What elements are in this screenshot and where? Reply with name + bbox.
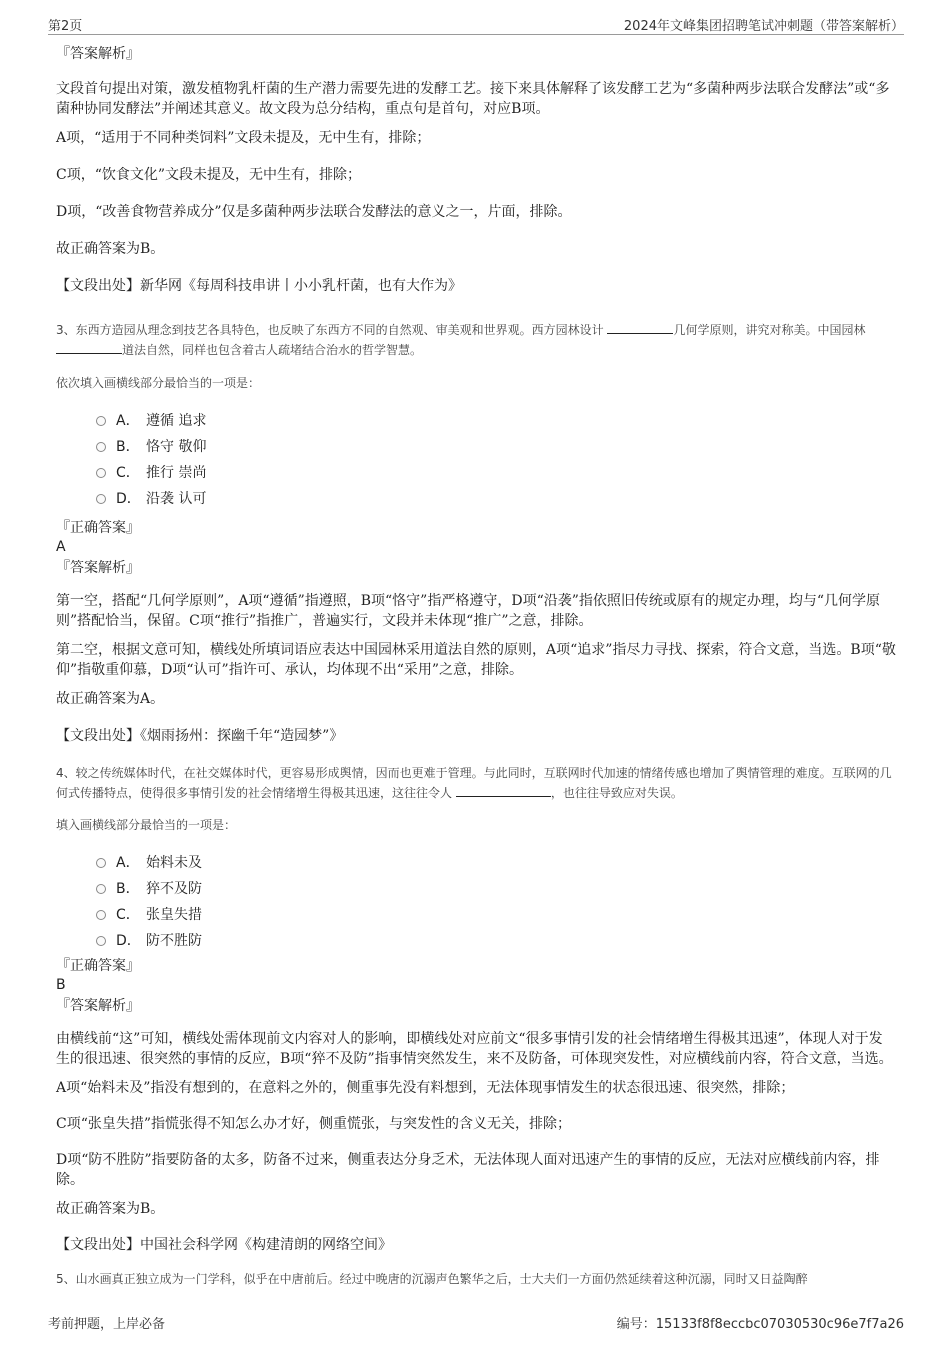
analysis-paragraph: C项，“饮食文化”文段未提及，无中生有，排除； bbox=[56, 167, 362, 183]
correct-answer: A bbox=[56, 539, 66, 555]
page-header bbox=[48, 12, 904, 35]
source-citation: 【文段出处】《烟雨扬州：探幽千年“造园梦”》 bbox=[56, 728, 344, 744]
radio-icon[interactable] bbox=[96, 442, 106, 452]
page-footer bbox=[48, 1313, 904, 1333]
question-4-options bbox=[96, 850, 896, 954]
analysis-paragraph: 故正确答案为A。 bbox=[56, 691, 165, 707]
option-c[interactable]: C． 张皇失措 bbox=[96, 902, 896, 928]
radio-icon[interactable] bbox=[96, 884, 106, 894]
fill-blank bbox=[56, 341, 122, 354]
correct-answer-label: 『正确答案』 bbox=[56, 520, 140, 536]
analysis-paragraph: D项，“改善食物营养成分”仅是多菌种两步法联合发酵法的意义之一，片面，排除。 bbox=[56, 204, 572, 220]
analysis-paragraph: A项，“适用于不同种类饲料”文段未提及，无中生有，排除； bbox=[56, 130, 431, 146]
question-5-text: 5、山水画真正独立成为一门学科，似乎在中唐前后。经过中晚唐的沉溺声色繁华之后，士大夫们一方面仍然延续着这种沉溺，同时又日益陶醉 bbox=[56, 1272, 808, 1286]
fill-blank bbox=[456, 784, 551, 797]
question-3-prompt: 依次填入画横线部分最恰当的一项是： bbox=[56, 376, 261, 390]
correct-answer-label: 『正确答案』 bbox=[56, 958, 140, 974]
analysis-paragraph: C项“张皇失措”指慌张得不知怎么办才好，侧重慌张，与突发性的含义无关，排除； bbox=[56, 1116, 572, 1132]
source-citation: 【文段出处】中国社会科学网《构建清朗的网络空间》 bbox=[56, 1237, 392, 1253]
option-d[interactable]: D． 沿袭 认可 bbox=[96, 486, 896, 512]
option-a[interactable]: A． 遵循 追求 bbox=[96, 408, 896, 434]
radio-icon[interactable] bbox=[96, 858, 106, 868]
radio-icon[interactable] bbox=[96, 494, 106, 504]
analysis-paragraph: 故正确答案为B。 bbox=[56, 241, 165, 257]
option-c[interactable]: C． 推行 崇尚 bbox=[96, 460, 896, 486]
option-d[interactable]: D． 防不胜防 bbox=[96, 928, 896, 954]
document-title: 2024年文峰集团招聘笔试冲刺题（带答案解析） bbox=[623, 19, 904, 34]
document-id: 编号：15133f8f8eccbc07030530c96e7f7a26 bbox=[616, 1317, 904, 1332]
analysis-paragraph: 文段首句提出对策，激发植物乳杆菌的生产潜力需要先进的发酵工艺。接下来具体解释了该发酵工艺为“多菌种两步法联合发酵法”或“多菌种协同发酵法”并阐述其意义。故文段为总分结构，重点句是首句，对应B项。 bbox=[56, 81, 890, 117]
question-4-prompt: 填入画横线部分最恰当的一项是： bbox=[56, 818, 237, 832]
correct-answer: B bbox=[56, 977, 66, 993]
analysis-paragraph: 第一空，搭配“几何学原则”，A项“遵循”指遵照，B项“恪守”指严格遵守，D项“沿袭”指依照旧传统或原有的规定办理，均与“几何学原则”搭配恰当，保留。C项“推行”指推广，普遍实行，文段并未体现“推广”之意，排除。 bbox=[56, 593, 881, 629]
page-content bbox=[56, 44, 896, 1289]
analysis-label: 『答案解析』 bbox=[56, 998, 140, 1014]
source-citation: 【文段出处】新华网《每周科技串讲丨小小乳杆菌，也有大作为》 bbox=[56, 278, 462, 294]
analysis-label: 『答案解析』 bbox=[56, 46, 140, 62]
radio-icon[interactable] bbox=[96, 936, 106, 946]
question-4-text: 4、较之传统媒体时代，在社交媒体时代，更容易形成舆情，因而也更难于管理。与此同时，互联网时代加速的情绪传感也增加了舆情管理的难度。互联网的几何式传播特点，使得很多事情引发的社会情绪增生得极其迅速，这往往令人 ，也往往导致应对失误。 bbox=[56, 766, 892, 800]
fill-blank bbox=[607, 321, 673, 334]
analysis-paragraph: 故正确答案为B。 bbox=[56, 1201, 165, 1217]
radio-icon[interactable] bbox=[96, 416, 106, 426]
analysis-paragraph: 由横线前“这”可知，横线处需体现前文内容对人的影响，即横线处对应前文“很多事情引发的社会情绪增生得极其迅速”，体现人对于发生的很迅速、很突然的事情的反应，B项“猝不及防”指事情突然发生，来不及防备，可体现突发性，对应横线前内容，符合文意，当选。 bbox=[56, 1031, 893, 1067]
radio-icon[interactable] bbox=[96, 910, 106, 920]
question-3-text: 3、东西方造园从理念到技艺各具特色，也反映了东西方不同的自然观、审美观和世界观。西方园林设计 几何学原则，讲究对称美。中国园林 道法自然，同样也包含着古人疏堵结合治水的哲学智慧。 bbox=[56, 323, 866, 357]
radio-icon[interactable] bbox=[96, 468, 106, 478]
analysis-paragraph: A项“始料未及”指没有想到的，在意料之外的，侧重事先没有料想到，无法体现事情发生的状态很迅速、很突然，排除； bbox=[56, 1080, 795, 1096]
footer-slogan: 考前押题，上岸必备 bbox=[48, 1317, 166, 1332]
option-b[interactable]: B． 恪守 敬仰 bbox=[96, 434, 896, 460]
analysis-paragraph: D项“防不胜防”指要防备的太多，防备不过来，侧重表达分身乏术，无法体现人面对迅速产生的事情的反应，无法对应横线前内容，排除。 bbox=[56, 1152, 880, 1188]
option-a[interactable]: A． 始料未及 bbox=[96, 850, 896, 876]
analysis-label: 『答案解析』 bbox=[56, 560, 140, 576]
analysis-paragraph: 第二空，根据文意可知，横线处所填词语应表达中国园林采用道法自然的原则，A项“追求”指尽力寻找、探索，符合文意，当选。B项“敬仰”指敬重仰慕，D项“认可”指许可、承认，均体现不出“采用”之意，排除。 bbox=[56, 642, 896, 678]
option-b[interactable]: B． 猝不及防 bbox=[96, 876, 896, 902]
page-number: 第2页 bbox=[48, 19, 83, 34]
question-3-options bbox=[96, 408, 896, 512]
